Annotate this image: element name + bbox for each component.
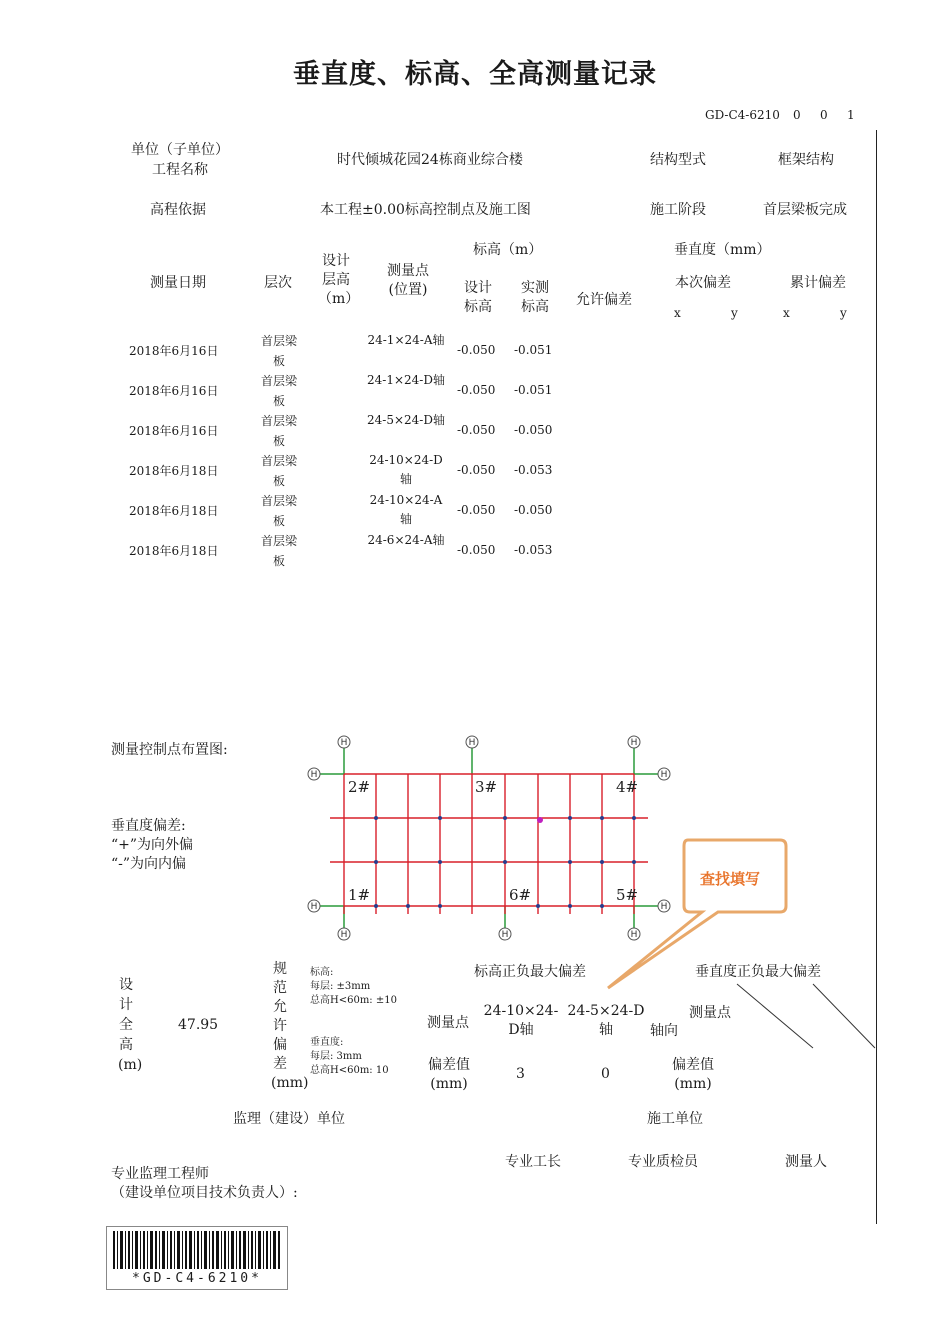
total-height-label: 设计全高(m) <box>118 977 143 1073</box>
header-verticality: 垂直度（mm） <box>674 242 771 258</box>
svg-text:H: H <box>660 770 668 780</box>
qc-label: 专业质检员 <box>628 1154 698 1170</box>
row-point: 24-5×24-D轴 <box>367 413 445 427</box>
spec-label: 规范允许偏差(mm) <box>271 961 309 1091</box>
max-point-2: 24-5×24-D轴 <box>567 1003 645 1038</box>
page-title: 垂直度、标高、全高测量记录 <box>293 59 657 90</box>
doc-seq-2: 0 <box>820 108 828 122</box>
max-point-1: 24-10×24-D轴 <box>483 1003 559 1038</box>
row-point: 24-6×24-A轴 <box>367 533 445 547</box>
row-date: 2018年6月18日 <box>129 504 219 518</box>
svg-text:H: H <box>501 930 509 940</box>
row-actual-elev: -0.053 <box>514 543 553 557</box>
header-design-floor-height: 设计层高（m） <box>318 253 360 307</box>
doc-seq-3: 1 <box>847 108 855 122</box>
spec-elevation: 标高: 每层: ±3mm 总高H<60m: ±10 <box>310 967 397 1006</box>
row-actual-elev: -0.051 <box>514 383 553 397</box>
row-floor: 首层梁板 <box>260 414 297 448</box>
point-5-label: 5# <box>616 886 639 904</box>
row-design-elev: -0.050 <box>457 543 496 557</box>
point-3-label: 3# <box>475 778 498 796</box>
row-date: 2018年6月18日 <box>129 464 219 478</box>
header-this-dev: 本次偏差 <box>675 275 731 291</box>
unit-label: 单位（子单位） 工程名称 <box>131 142 229 178</box>
engineer-note: （建设单位项目技术负责人）: <box>111 1185 298 1201</box>
construction-unit: 施工单位 <box>647 1111 703 1127</box>
point-4-label: 4# <box>616 778 639 796</box>
max-dev-2: 0 <box>601 1066 610 1082</box>
row-design-elev: -0.050 <box>457 423 496 437</box>
stage-label: 施工阶段 <box>650 202 706 218</box>
dev-value-label: 偏差值(mm) <box>428 1057 470 1092</box>
svg-text:H: H <box>310 770 318 780</box>
row-actual-elev: -0.050 <box>514 423 553 437</box>
row-actual-elev: -0.050 <box>514 503 553 517</box>
header-y2: y <box>840 306 847 320</box>
header-design-elev: 设计标高 <box>464 280 492 315</box>
header-x1: x <box>674 306 681 320</box>
surveyor-label: 测量人 <box>785 1154 827 1170</box>
supervisor-unit: 监理（建设）单位 <box>233 1111 345 1127</box>
svg-text:H: H <box>660 902 668 912</box>
svg-text:H: H <box>468 738 476 748</box>
svg-text:H: H <box>630 738 638 748</box>
measure-point-label-2: 测量点 <box>689 1005 731 1021</box>
point-labels <box>348 778 638 904</box>
header-floor: 层次 <box>264 275 292 291</box>
layout-label: 测量控制点布置图: <box>111 742 228 758</box>
dev-value-label-2: 偏差值(mm) <box>672 1057 714 1092</box>
spec-verticality: 垂直度: 每层: 3mm 总高H<60m: 10 <box>310 1037 389 1076</box>
engineer-label: 专业监理工程师 <box>111 1166 209 1182</box>
basis-value: 本工程±0.00标高控制点及施工图 <box>320 202 531 218</box>
basis-label: 高程依据 <box>150 202 206 218</box>
row-design-elev: -0.050 <box>457 463 496 477</box>
row-design-elev: -0.050 <box>457 503 496 517</box>
barcode <box>106 1226 288 1290</box>
stage-value: 首层梁板完成 <box>763 202 847 218</box>
row-design-elev: -0.050 <box>457 383 496 397</box>
structure-label: 结构型式 <box>650 152 706 168</box>
row-floor: 首层梁板 <box>260 494 297 528</box>
header-point: 测量点(位置) <box>387 263 429 298</box>
vert-max-title: 垂直度正负最大偏差 <box>695 964 821 980</box>
axis-direction: 轴向 <box>650 1023 678 1039</box>
header-elevation: 标高（m） <box>473 242 543 258</box>
total-height-value: 47.95 <box>178 1017 219 1033</box>
barcode-bars <box>113 1231 281 1269</box>
svg-text:H: H <box>340 738 348 748</box>
row-floor: 首层梁板 <box>260 374 297 408</box>
row-point: 24-10×24-A轴 <box>369 493 443 526</box>
header-date: 测量日期 <box>150 275 206 291</box>
svg-text:H: H <box>630 930 638 940</box>
foreman-label: 专业工长 <box>505 1154 561 1170</box>
row-actual-elev: -0.051 <box>514 343 553 357</box>
row-design-elev: -0.050 <box>457 343 496 357</box>
row-point: 24-1×24-D轴 <box>367 373 445 387</box>
marker-dot <box>537 817 543 823</box>
verticality-note: 垂直度偏差: “+”为向外偏 “-”为向内偏 <box>111 818 194 872</box>
callout-text: 查找填写 <box>699 870 761 888</box>
structure-value: 框架结构 <box>778 152 834 168</box>
header-cum-dev: 累计偏差 <box>790 275 846 291</box>
point-1-label: 1# <box>348 886 371 904</box>
row-date: 2018年6月16日 <box>129 384 219 398</box>
elev-max-title: 标高正负最大偏差 <box>474 964 586 980</box>
header-x2: x <box>783 306 790 320</box>
row-date: 2018年6月16日 <box>129 344 219 358</box>
header-actual-elev: 实测标高 <box>521 280 549 315</box>
max-dev-1: 3 <box>516 1066 525 1082</box>
row-floor: 首层梁板 <box>260 334 297 368</box>
barcode-text: *GD-C4-6210* <box>132 1271 262 1286</box>
row-floor: 首层梁板 <box>260 534 297 568</box>
project-name: 时代倾城花园24栋商业综合楼 <box>337 152 523 168</box>
empty-cell-diagonals <box>735 980 880 1052</box>
svg-text:H: H <box>340 930 348 940</box>
right-border-line <box>876 130 877 1224</box>
row-date: 2018年6月18日 <box>129 544 219 558</box>
point-2-label: 2# <box>348 778 371 796</box>
row-point: 24-1×24-A轴 <box>367 333 445 347</box>
header-allowed-dev: 允许偏差 <box>576 292 632 308</box>
header-y1: y <box>731 306 738 320</box>
row-point: 24-10×24-D轴 <box>369 453 443 486</box>
point-6-label: 6# <box>509 886 532 904</box>
measure-point-label: 测量点 <box>427 1015 469 1031</box>
doc-code: GD-C4-6210 <box>705 108 780 122</box>
row-actual-elev: -0.053 <box>514 463 553 477</box>
row-floor: 首层梁板 <box>260 454 297 488</box>
doc-seq-1: 0 <box>793 108 801 122</box>
row-date: 2018年6月16日 <box>129 424 219 438</box>
svg-text:H: H <box>310 902 318 912</box>
